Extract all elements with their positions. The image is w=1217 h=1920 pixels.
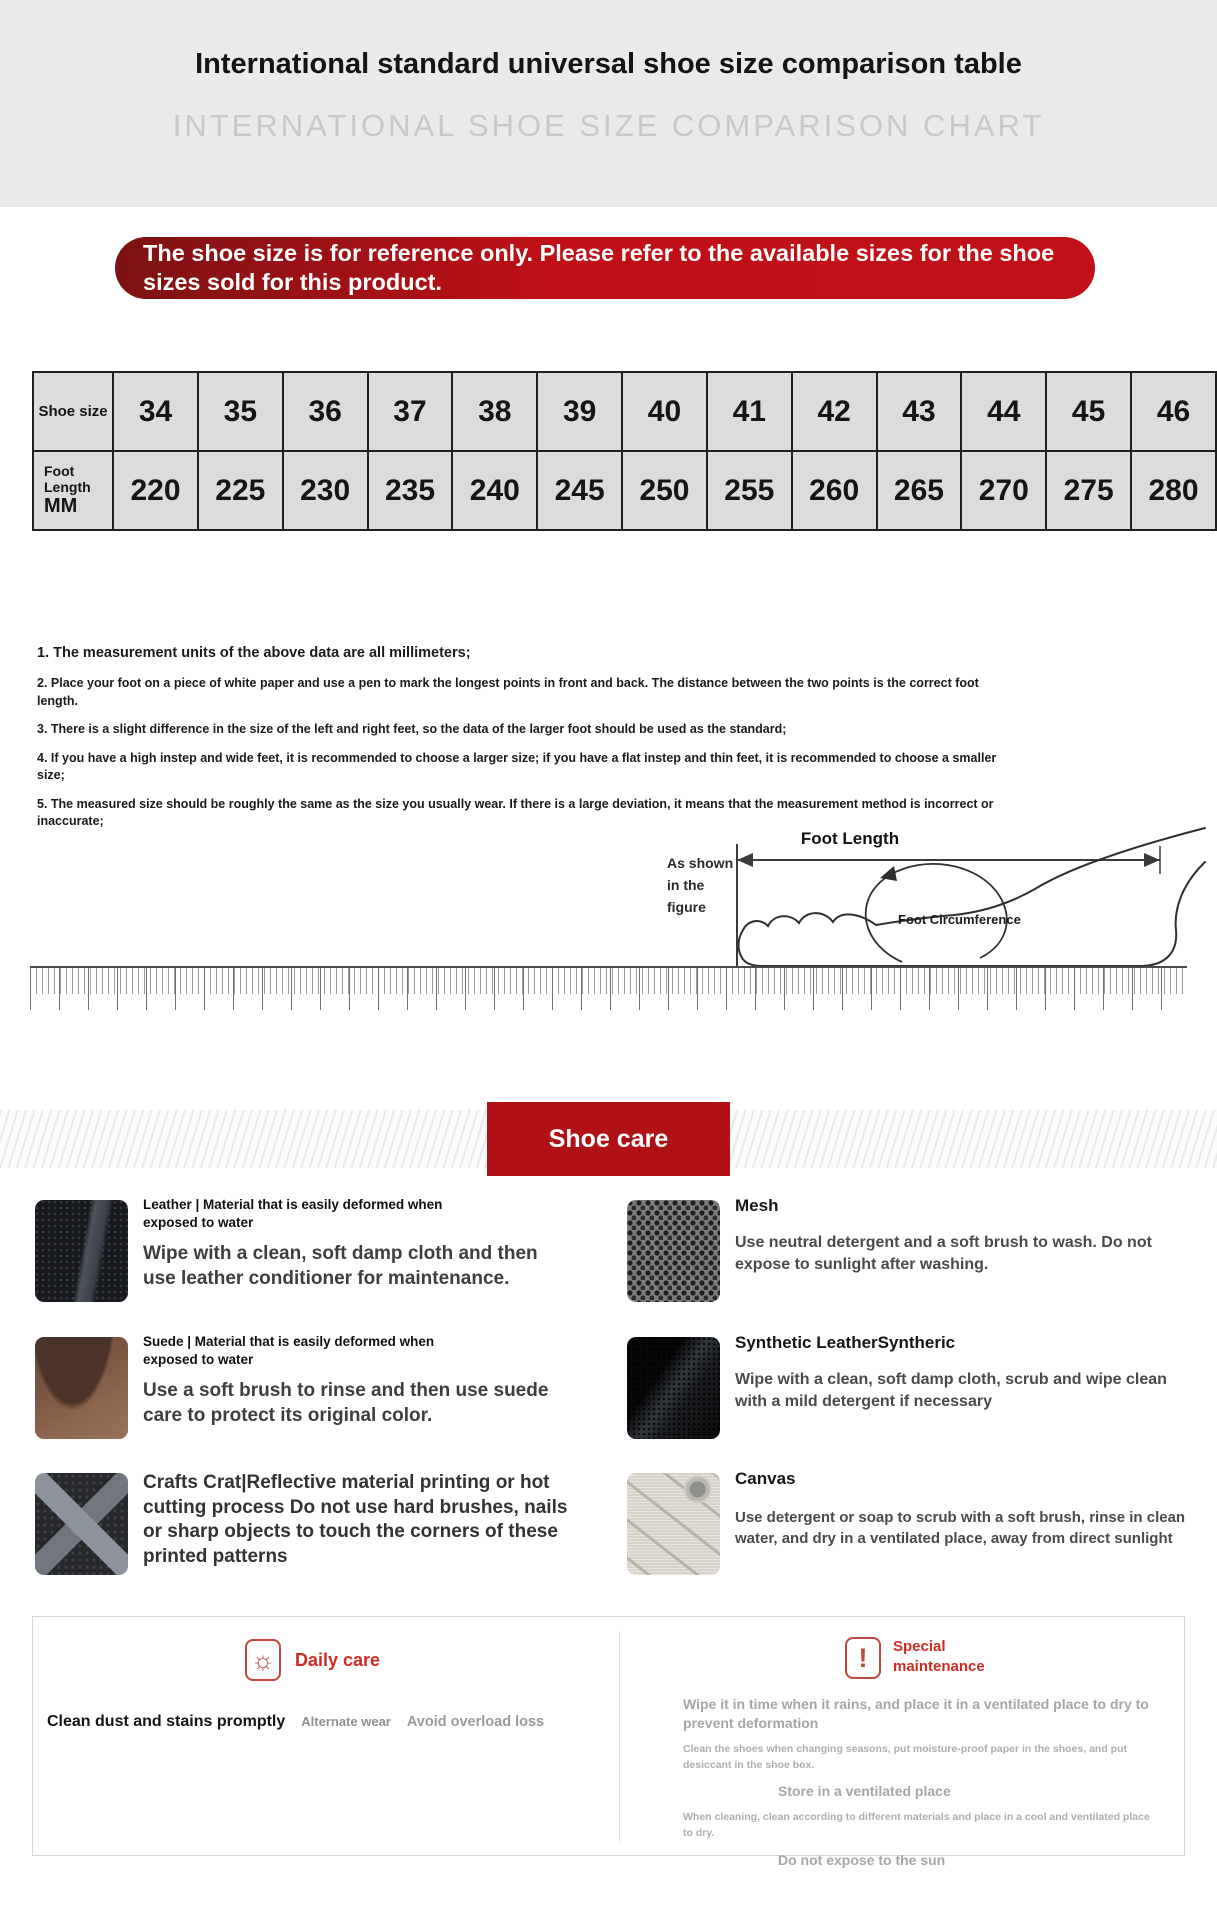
care-item-title: Leather | Material that is easily deformed when exposed to water (143, 1197, 443, 1230)
ruler-scale (30, 966, 1187, 1010)
special-paragraph-2: Clean the shoes when changing seasons, put moisture-proof paper in the shoes, and put desiccant in the shoe box. (683, 1742, 1127, 1771)
length-cell: 250 (622, 451, 707, 530)
care-item-title: Suede | Material that is easily deformed when exposed to water (143, 1334, 435, 1367)
foot-length-unit: MM (44, 495, 78, 518)
size-cell: 35 (198, 372, 283, 451)
length-cell: 220 (113, 451, 198, 530)
table-row-foot-length (33, 451, 1216, 530)
shoe-care-banner (487, 1102, 730, 1176)
size-cell: 41 (707, 372, 792, 451)
care-item-canvas (627, 1469, 1207, 1549)
special-maintenance-header (845, 1637, 1005, 1679)
daily-care-header (245, 1639, 380, 1681)
synthetic-leather-swatch-image (627, 1337, 720, 1439)
shoe-care-banner-label: Shoe care (548, 1124, 669, 1153)
care-item-mesh (627, 1196, 1202, 1276)
size-cell: 45 (1046, 372, 1131, 451)
page-subtitle: INTERNATIONAL SHOE SIZE COMPARISON CHART (172, 108, 1045, 143)
leather-swatch-image (35, 1200, 128, 1302)
special-maintenance-title: Special maintenance (893, 1638, 985, 1675)
length-cell: 280 (1131, 451, 1216, 530)
page-header (0, 0, 1217, 207)
daily-care-title: Daily care (295, 1649, 381, 1670)
length-cell: 260 (792, 451, 877, 530)
suede-swatch-image (35, 1337, 128, 1439)
row-header-shoe-size: Shoe size (33, 372, 113, 451)
note-3: 3. There is a slight difference in the size of the left and right feet, so the data of the larger foot should be used as the standard; (37, 722, 787, 736)
care-item-text (143, 1196, 600, 1291)
care-summary-box (32, 1616, 1185, 1868)
size-cell: 46 (1131, 372, 1216, 451)
measurement-notes (37, 645, 1002, 842)
size-cell: 34 (113, 372, 198, 451)
care-item-body: Crafts Crat|Reflective material printing or hot cutting process Do not use hard brushes, nails or sharp objects to touch the corners of these printed patterns (143, 1472, 568, 1568)
daily-care-item-1: Clean dust and stains promptly (47, 1713, 286, 1730)
care-item-text (735, 1333, 1202, 1413)
length-cell: 255 (707, 451, 792, 530)
special-paragraph-1: Wipe it in time when it rains, and place it in a ventilated place to dry to prevent deformation (683, 1696, 1149, 1731)
size-cell: 38 (452, 372, 537, 451)
length-cell: 230 (283, 451, 368, 530)
sun-icon (245, 1639, 281, 1681)
reference-notice-text: The shoe size is for reference only. Please refer to the available sizes for the shoe sizes sold for this product. (143, 239, 1055, 295)
size-cell: 44 (961, 372, 1046, 451)
circumference-arrowhead-icon (880, 866, 897, 881)
length-cell: 275 (1046, 451, 1131, 530)
daily-care-items (47, 1713, 544, 1731)
length-cell: 240 (452, 451, 537, 530)
size-cell: 39 (537, 372, 622, 451)
care-item-title: Mesh (735, 1196, 779, 1215)
care-item-title: Canvas (735, 1469, 796, 1488)
special-paragraph-3: Store in a ventilated place (778, 1783, 951, 1800)
length-cell: 245 (537, 451, 622, 530)
note-5: 5. The measured size should be roughly the same as the size you usually wear. If there is a large deviation, it means that the measurement method is incorrect or inaccurate; (37, 796, 994, 828)
care-item-leather (35, 1196, 600, 1291)
special-paragraph-4: When cleaning, clean according to different materials and place in a cool and ventilated place to dry. (683, 1811, 1150, 1839)
page-title: International standard universal shoe size comparison table (195, 48, 1022, 80)
size-cell: 37 (368, 372, 453, 451)
row-header-foot-length (33, 451, 113, 530)
care-item-text (143, 1471, 615, 1570)
canvas-swatch-image (627, 1473, 720, 1575)
care-item-title: Synthetic LeatherSyntheric (735, 1333, 956, 1352)
care-item-synthetic-leather (627, 1333, 1202, 1413)
mesh-swatch-image (627, 1200, 720, 1302)
special-maintenance-paragraphs (683, 1695, 1158, 1879)
note-2: 2. Place your foot on a piece of white paper and use a pen to mark the longest points in front and back. The distance between the two points is the correct foot length. (37, 676, 979, 708)
foot-measurement-diagram (600, 824, 1210, 970)
shoe-size-table (32, 371, 1217, 531)
size-cell: 40 (622, 372, 707, 451)
size-cell: 43 (877, 372, 962, 451)
foot-outline-drawing (739, 828, 1205, 966)
size-cell: 36 (283, 372, 368, 451)
care-item-text (143, 1333, 600, 1428)
care-item-suede (35, 1333, 600, 1428)
note-4: 4. If you have a high instep and wide feet, it is recommended to choose a larger size; if you have a flat instep and thin feet, it is recommended to choose a smaller size; (37, 750, 997, 782)
foot-length-label: Foot Length (44, 462, 91, 495)
reference-notice-banner (115, 237, 1095, 299)
as-shown-line-3: figure (667, 899, 706, 915)
care-item-body: Use neutral detergent and a soft brush to wash. Do not expose to sunlight after washing. (735, 1234, 1152, 1274)
size-cell: 42 (792, 372, 877, 451)
arrow-right-icon (1144, 853, 1160, 867)
care-item-body: Wipe with a clean, soft damp cloth, scrub and wipe clean with a mild detergent if necessary (735, 1371, 1167, 1411)
note-1: 1. The measurement units of the above data are all millimeters; (37, 645, 471, 661)
length-cell: 225 (198, 451, 283, 530)
care-item-crafts (35, 1469, 615, 1570)
daily-care-item-2: Alternate wear (301, 1714, 391, 1729)
diagram-foot-length-label: Foot Length (800, 829, 900, 848)
care-item-body: Use detergent or soap to scrub with a soft brush, rinse in clean water, and dry in a ventilated place, away from direct sunlight (735, 1509, 1186, 1547)
length-cell: 270 (961, 451, 1046, 530)
diagram-circumference-label: Foot Circumference (898, 912, 1021, 927)
daily-care-item-3: Avoid overload loss (406, 1714, 545, 1730)
length-cell: 235 (368, 451, 453, 530)
crafts-swatch-image (35, 1473, 128, 1575)
care-item-body: Use a soft brush to rinse and then use suede care to protect its original color. (143, 1380, 549, 1427)
exclamation-icon (845, 1637, 881, 1679)
arrow-left-icon (737, 853, 753, 867)
vertical-divider (619, 1631, 620, 1843)
length-cell: 265 (877, 451, 962, 530)
care-item-text (735, 1196, 1202, 1276)
care-item-text (735, 1469, 1207, 1549)
care-item-body: Wipe with a clean, soft damp cloth and then use leather conditioner for maintenance. (143, 1243, 538, 1290)
special-paragraph-5: Do not expose to the sun (778, 1851, 946, 1868)
table-row-shoe-size (33, 372, 1216, 451)
as-shown-line-1: As shown (667, 855, 734, 871)
as-shown-line-2: in the (667, 877, 705, 893)
